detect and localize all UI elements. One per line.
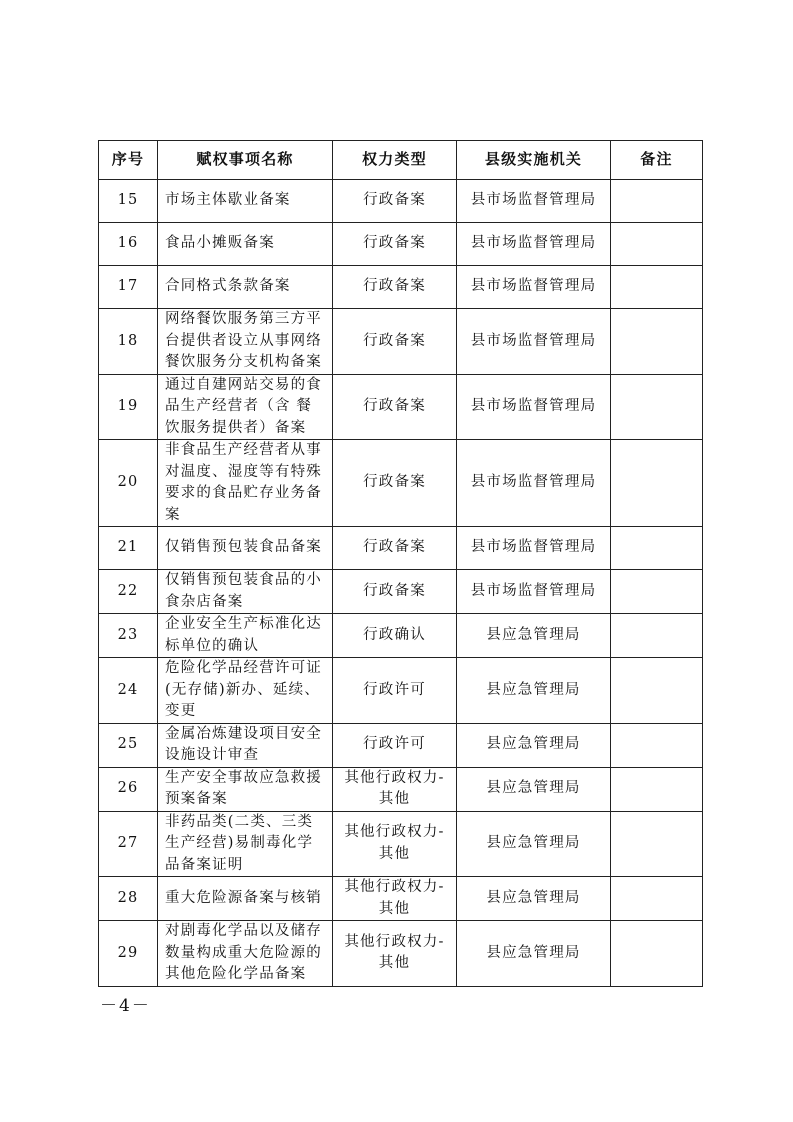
- cell-item-name: 非食品生产经营者从事对温度、湿度等有特殊要求的食品贮存业务备案: [158, 440, 333, 527]
- cell-item-name: 网络餐饮服务第三方平台提供者设立从事网络餐饮服务分支机构备案: [158, 309, 333, 375]
- cell-item-name: 仅销售预包装食品的小食杂店备案: [158, 570, 333, 614]
- table-row: [99, 180, 703, 223]
- cell-serial-number: 27: [99, 811, 158, 877]
- table-row: [99, 811, 703, 877]
- cell-power-type: 其他行政权力-其他: [333, 877, 457, 921]
- cell-item-name: 仅销售预包装食品备案: [158, 527, 333, 570]
- header-county-agency: 县级实施机关: [457, 141, 611, 180]
- cell-county-agency: 县应急管理局: [457, 614, 611, 658]
- cell-serial-number: 25: [99, 723, 158, 767]
- table-row: [99, 309, 703, 375]
- table-row: [99, 877, 703, 921]
- cell-item-name: 食品小摊贩备案: [158, 223, 333, 266]
- cell-county-agency: 县市场监督管理局: [457, 223, 611, 266]
- cell-county-agency: 县应急管理局: [457, 921, 611, 987]
- cell-remarks: [611, 658, 703, 724]
- cell-serial-number: 20: [99, 440, 158, 527]
- table-row: [99, 223, 703, 266]
- header-item-name: 赋权事项名称: [158, 141, 333, 180]
- cell-item-name: 非药品类(二类、三类生产经营)易制毒化学品备案证明: [158, 811, 333, 877]
- table-row: [99, 527, 703, 570]
- header-serial-number: 序号: [99, 141, 158, 180]
- document-table-container: [98, 140, 703, 987]
- table-row: [99, 723, 703, 767]
- cell-item-name: 对剧毒化学品以及储存数量构成重大危险源的其他危险化学品备案: [158, 921, 333, 987]
- cell-item-name: 危险化学品经营许可证(无存储)新办、延续、变更: [158, 658, 333, 724]
- cell-power-type: 行政备案: [333, 374, 457, 440]
- cell-power-type: 其他行政权力-其他: [333, 811, 457, 877]
- header-remarks: 备注: [611, 141, 703, 180]
- cell-power-type: 行政备案: [333, 527, 457, 570]
- cell-remarks: [611, 374, 703, 440]
- cell-remarks: [611, 223, 703, 266]
- cell-item-name: 企业安全生产标准化达标单位的确认: [158, 614, 333, 658]
- cell-remarks: [611, 180, 703, 223]
- cell-power-type: 行政确认: [333, 614, 457, 658]
- cell-serial-number: 28: [99, 877, 158, 921]
- empowerment-items-table: [98, 140, 703, 987]
- table-row: [99, 266, 703, 309]
- cell-county-agency: 县市场监督管理局: [457, 180, 611, 223]
- cell-serial-number: 29: [99, 921, 158, 987]
- page-number: －4－: [100, 996, 151, 1016]
- cell-county-agency: 县应急管理局: [457, 723, 611, 767]
- cell-item-name: 通过自建网站交易的食品生产经营者（含 餐饮服务提供者）备案: [158, 374, 333, 440]
- cell-item-name: 生产安全事故应急救援预案备案: [158, 767, 333, 811]
- cell-item-name: 金属冶炼建设项目安全设施设计审查: [158, 723, 333, 767]
- table-row: [99, 440, 703, 527]
- cell-remarks: [611, 614, 703, 658]
- cell-remarks: [611, 570, 703, 614]
- cell-county-agency: 县应急管理局: [457, 811, 611, 877]
- cell-serial-number: 21: [99, 527, 158, 570]
- cell-serial-number: 26: [99, 767, 158, 811]
- cell-remarks: [611, 811, 703, 877]
- cell-remarks: [611, 266, 703, 309]
- cell-county-agency: 县应急管理局: [457, 877, 611, 921]
- table-row: [99, 767, 703, 811]
- table-row: [99, 374, 703, 440]
- cell-power-type: 行政许可: [333, 723, 457, 767]
- cell-remarks: [611, 921, 703, 987]
- cell-item-name: 合同格式条款备案: [158, 266, 333, 309]
- cell-power-type: 行政备案: [333, 180, 457, 223]
- cell-serial-number: 15: [99, 180, 158, 223]
- cell-serial-number: 18: [99, 309, 158, 375]
- cell-county-agency: 县市场监督管理局: [457, 570, 611, 614]
- cell-serial-number: 19: [99, 374, 158, 440]
- table-header-row: [99, 141, 703, 180]
- cell-power-type: 行政备案: [333, 309, 457, 375]
- table-row: [99, 658, 703, 724]
- cell-serial-number: 17: [99, 266, 158, 309]
- cell-power-type: 行政备案: [333, 266, 457, 309]
- table-row: [99, 614, 703, 658]
- cell-serial-number: 22: [99, 570, 158, 614]
- cell-county-agency: 县应急管理局: [457, 767, 611, 811]
- cell-serial-number: 16: [99, 223, 158, 266]
- cell-county-agency: 县市场监督管理局: [457, 527, 611, 570]
- cell-county-agency: 县市场监督管理局: [457, 374, 611, 440]
- cell-remarks: [611, 767, 703, 811]
- cell-remarks: [611, 723, 703, 767]
- cell-remarks: [611, 877, 703, 921]
- cell-item-name: 重大危险源备案与核销: [158, 877, 333, 921]
- cell-remarks: [611, 309, 703, 375]
- cell-county-agency: 县应急管理局: [457, 658, 611, 724]
- cell-power-type: 行政许可: [333, 658, 457, 724]
- cell-serial-number: 23: [99, 614, 158, 658]
- cell-county-agency: 县市场监督管理局: [457, 266, 611, 309]
- cell-power-type: 行政备案: [333, 570, 457, 614]
- cell-serial-number: 24: [99, 658, 158, 724]
- table-row: [99, 921, 703, 987]
- cell-county-agency: 县市场监督管理局: [457, 440, 611, 527]
- cell-county-agency: 县市场监督管理局: [457, 309, 611, 375]
- cell-remarks: [611, 440, 703, 527]
- cell-power-type: 行政备案: [333, 223, 457, 266]
- table-row: [99, 570, 703, 614]
- cell-power-type: 其他行政权力-其他: [333, 921, 457, 987]
- cell-power-type: 其他行政权力-其他: [333, 767, 457, 811]
- cell-item-name: 市场主体歇业备案: [158, 180, 333, 223]
- cell-power-type: 行政备案: [333, 440, 457, 527]
- header-power-type: 权力类型: [333, 141, 457, 180]
- cell-remarks: [611, 527, 703, 570]
